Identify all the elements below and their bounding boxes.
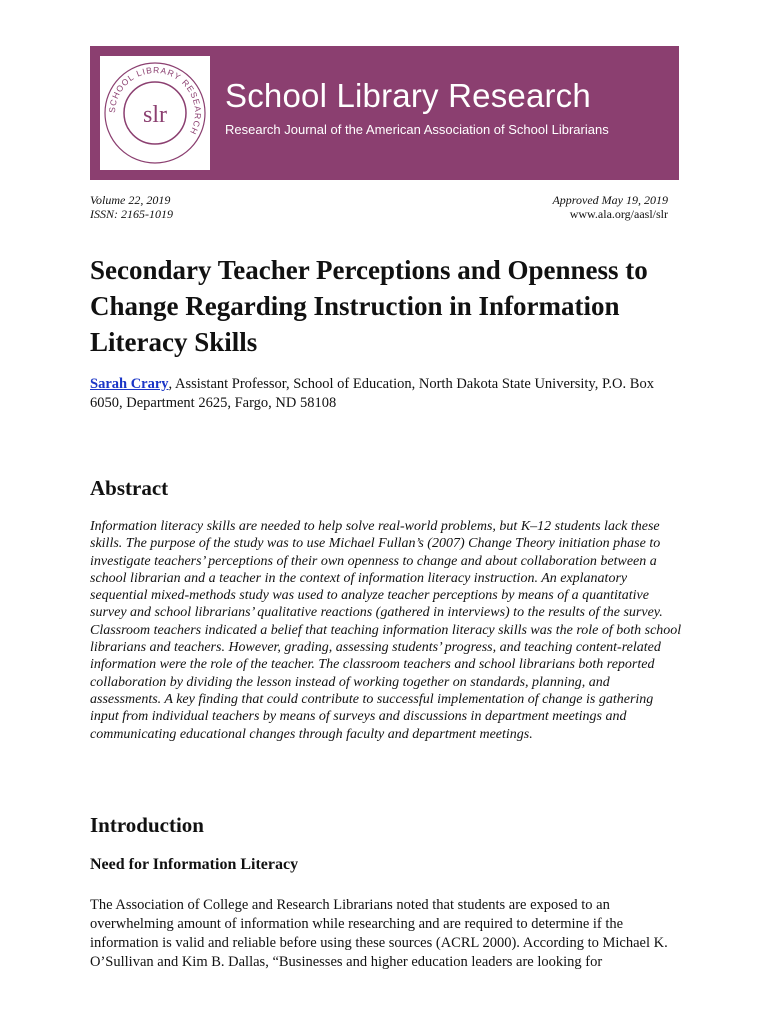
volume-info xyxy=(90,193,173,221)
author-affiliation: , Assistant Professor, School of Education, North Dakota State University, P.O. Box 6050, Department 2625, Fargo, ND 58108 xyxy=(90,376,654,411)
abstract-body: Information literacy skills are needed to help solve real-world problems, but K–12 students lack these skills. The purpose of the study was to use Michael Fullan’s (2007) Change Theory initiation phase to investigate teachers’ perceptions of their own openness to change and about collaboration between a school librarian and a teacher in the context of information literacy instruction. An explanatory sequential mixed-methods study was used to analyze teacher perceptions by means of a quantitative survey and school librarians’ qualitative reactions (gathered in interviews) to the results of the survey. Classroom teachers indicated a belief that teaching information literacy skills was the role of both school librarians and teachers. However, grading, assessing students’ progress, and teaching content-related information were the role of the teacher. The classroom teachers and school librarians both reported collaboration by dividing the lesson instead of working together on standards, planning, and assessments. A key finding that could contribute to successful implementation of change is gathering input from individual teachers by means of surveys and discussions in department meetings and communicating educational changes through faculty and department meetings. xyxy=(90,519,682,742)
seal-ring-text: SCHOOL LIBRARY RESEARCH xyxy=(106,64,204,137)
article-title: Secondary Teacher Perceptions and Openness to Change Regarding Instruction in Information Literacy Skills xyxy=(90,255,648,357)
journal-seal-logo xyxy=(100,56,210,170)
subsection-heading: Need for Information Literacy xyxy=(90,856,299,873)
approved-date: Approved May 19, 2019 xyxy=(552,193,668,207)
journal-subtitle: Research Journal of the American Association of School Librarians xyxy=(225,122,609,137)
approval-info xyxy=(552,193,668,221)
abstract-heading: Abstract xyxy=(90,476,169,500)
author-link[interactable]: Sarah Crary xyxy=(90,376,169,392)
introduction-paragraph: The Association of College and Research Librarians noted that students are exposed to an overwhelming amount of information while researching and are required to determine if the information is valid and reliable before using these sources (ACRL 2000). According to Michael K. O’Sullivan and Kim B. Dallas, “Businesses and higher education leaders are looking for xyxy=(90,897,668,970)
journal-url[interactable]: www.ala.org/aasl/slr xyxy=(569,207,668,221)
introduction-heading: Introduction xyxy=(90,813,204,837)
seal-monogram: slr xyxy=(143,102,167,128)
issn-text: ISSN: 2165-1019 xyxy=(90,207,173,221)
volume-text: Volume 22, 2019 xyxy=(90,193,171,207)
author-line xyxy=(90,375,680,413)
journal-title: School Library Research xyxy=(225,77,591,114)
journal-banner xyxy=(90,46,679,180)
